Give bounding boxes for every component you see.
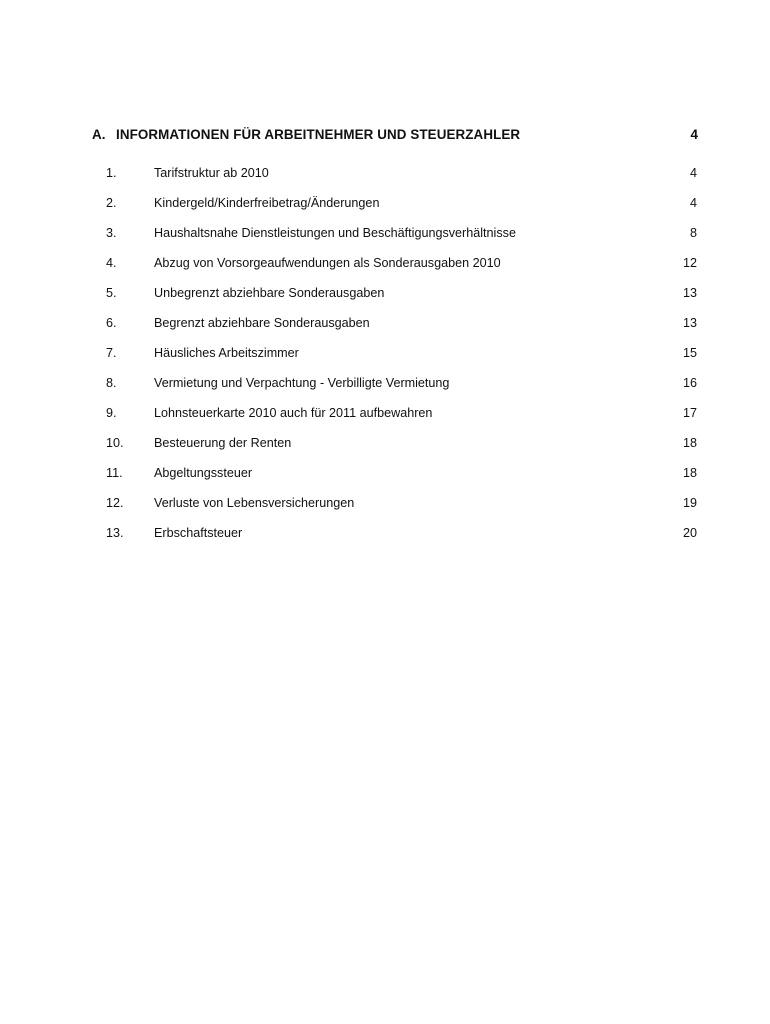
toc-entry-title: Besteuerung der Renten <box>154 436 292 450</box>
toc-entry-title: Haushaltsnahe Dienstleistungen und Beschäftigungsverhältnisse <box>154 226 516 240</box>
toc-entry-number: 5. <box>106 286 117 300</box>
toc-entry-title: Erbschaftsteuer <box>154 526 243 540</box>
toc-entry-page: 15 <box>682 346 697 360</box>
toc-entry-page: 8 <box>689 226 697 240</box>
toc-entry-8[interactable] <box>0 368 770 398</box>
toc-entry-page: 18 <box>682 466 697 480</box>
toc-entry-6[interactable] <box>0 308 770 338</box>
toc-entry-title: Begrenzt abziehbare Sonderausgaben <box>154 316 370 330</box>
section-page-number: 4 <box>690 126 698 142</box>
toc-entry-number: 1. <box>106 166 117 180</box>
toc-entry-number: 11. <box>106 466 123 480</box>
toc-entry-11[interactable] <box>0 458 770 488</box>
toc-entry-3[interactable] <box>0 218 770 248</box>
toc-entry-page: 4 <box>689 166 697 180</box>
toc-section-heading[interactable] <box>92 124 698 144</box>
toc-entry-10[interactable] <box>0 428 770 458</box>
toc-entry-number: 9. <box>106 406 117 420</box>
toc-entry-page: 17 <box>682 406 697 420</box>
toc-entry-7[interactable] <box>0 338 770 368</box>
toc-entry-title: Abzug von Vorsorgeaufwendungen als Sonderausgaben 2010 <box>154 256 501 270</box>
section-letter: A. <box>92 126 106 142</box>
toc-entry-2[interactable] <box>0 188 770 218</box>
toc-entry-page: 18 <box>682 436 697 450</box>
toc-entry-page: 4 <box>689 196 697 210</box>
toc-entry-number: 13. <box>106 526 124 540</box>
toc-entry-number: 6. <box>106 316 117 330</box>
toc-entry-title: Lohnsteuerkarte 2010 auch für 2011 aufbewahren <box>154 406 433 420</box>
toc-entry-title: Häusliches Arbeitszimmer <box>154 346 299 360</box>
toc-entry-page: 20 <box>682 526 697 540</box>
toc-entry-title: Abgeltungssteuer <box>154 466 253 480</box>
toc-entry-13[interactable] <box>0 518 770 548</box>
toc-entry-page: 13 <box>682 316 697 330</box>
toc-entry-page: 12 <box>682 256 697 270</box>
toc-entry-title: Verluste von Lebensversicherungen <box>154 496 355 510</box>
toc-entry-page: 13 <box>682 286 697 300</box>
toc-entry-9[interactable] <box>0 398 770 428</box>
toc-entry-number: 10. <box>106 436 124 450</box>
toc-entry-number: 3. <box>106 226 117 240</box>
toc-entry-4[interactable] <box>0 248 770 278</box>
toc-entry-title: Vermietung und Verpachtung - Verbilligte Vermietung <box>154 376 450 390</box>
toc-entry-title: Tarifstruktur ab 2010 <box>154 166 269 180</box>
toc-entry-title: Kindergeld/Kinderfreibetrag/Änderungen <box>154 196 380 210</box>
toc-entry-page: 16 <box>682 376 697 390</box>
toc-entry-12[interactable] <box>0 488 770 518</box>
toc-entry-number: 8. <box>106 376 117 390</box>
toc-entry-number: 12. <box>106 496 124 510</box>
toc-entry-5[interactable] <box>0 278 770 308</box>
toc-entry-number: 2. <box>106 196 117 210</box>
toc-entry-number: 7. <box>106 346 117 360</box>
toc-entry-title: Unbegrenzt abziehbare Sonderausgaben <box>154 286 385 300</box>
toc-entry-1[interactable] <box>0 158 770 188</box>
toc-entry-number: 4. <box>106 256 117 270</box>
toc-entry-page: 19 <box>682 496 697 510</box>
table-of-contents <box>0 158 770 548</box>
section-title: INFORMATIONEN FÜR ARBEITNEHMER UND STEUERZAHLER <box>116 126 521 142</box>
